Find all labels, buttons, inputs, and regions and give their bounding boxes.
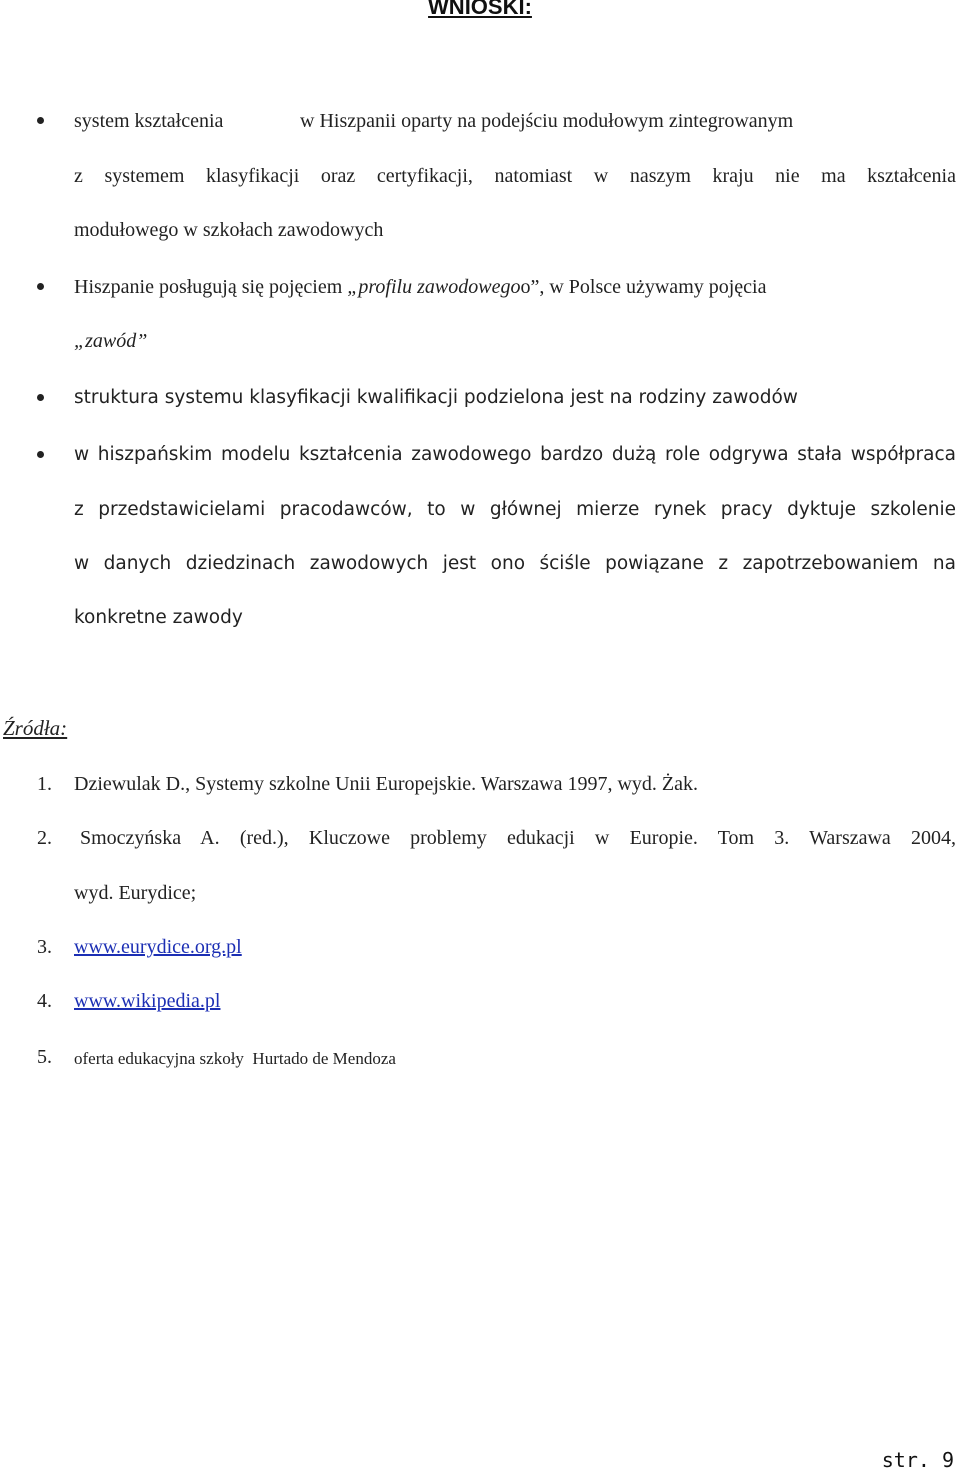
bullet-3-line-1: struktura systemu klasyfikacji kwalifikacji podzielona jest na rodziny zawodów (74, 387, 798, 408)
source-link-eurydice[interactable]: www.eurydice.org.pl (74, 936, 242, 958)
bullet-1-line-3: modułowego w szkołach zawodowych (74, 219, 384, 241)
bullet-2-line-2: „zawód” (74, 330, 148, 352)
bullet-2-italic: „profilu zawodowego (347, 276, 521, 298)
bullet-4-line-2: z przedstawicielami pracodawców, to w głównej mierze rynek pracy dyktuje szkolenie (74, 499, 956, 520)
bullet-1-line-1 (74, 109, 956, 133)
bullet-1-text-a: system kształcenia (74, 110, 224, 132)
bullet-dot (37, 117, 44, 124)
source-number: 1. (37, 773, 52, 795)
page-heading: WNIOSKI: (428, 0, 532, 19)
source-number: 4. (37, 990, 52, 1012)
source-link-wikipedia[interactable]: www.wikipedia.pl (74, 990, 221, 1012)
bullet-1-text-b: w Hiszpanii oparty na podejściu modułowym zintegrowanym (300, 110, 794, 132)
source-number: 2. (37, 827, 52, 849)
bullet-dot (37, 394, 44, 401)
source-number: 5. (37, 1046, 52, 1068)
source-1-text: Dziewulak D., Systemy szkolne Unii Europejskie. Warszawa 1997, wyd. Żak. (74, 773, 698, 795)
sources-title: Źródła: (3, 716, 68, 740)
bullet-2-text-a: Hiszpanie posługują się pojęciem (74, 276, 348, 298)
bullet-1-line-2: z systemem klasyfikacji oraz certyfikacji, natomiast w naszym kraju nie ma kształcenia (74, 165, 956, 187)
page-number: str. 9 (881, 1448, 954, 1472)
source-2-text-cont: wyd. Eurydice; (74, 882, 197, 904)
bullet-2-text-b: o”, w Polsce używamy pojęcia (520, 276, 767, 298)
bullet-4-line-4: konkretne zawody (74, 607, 243, 628)
source-2-text: Smoczyńska A. (red.), Kluczowe problemy edukacji w Europie. Tom 3. Warszawa 2004, (80, 827, 956, 849)
bullet-4-line-3: w danych dziedzinach zawodowych jest ono ściśle powiązane z zapotrzebowaniem na (74, 553, 956, 574)
bullet-dot (37, 283, 44, 290)
bullet-4-line-1: w hiszpańskim modelu kształcenia zawodowego bardzo dużą role odgrywa stała współpraca (74, 444, 956, 465)
bullet-dot (37, 451, 44, 458)
source-5-text: oferta edukacyjna szkoły Hurtado de Mendoza (74, 1049, 396, 1068)
bullet-2-line-1 (74, 275, 767, 299)
source-number: 3. (37, 936, 52, 958)
